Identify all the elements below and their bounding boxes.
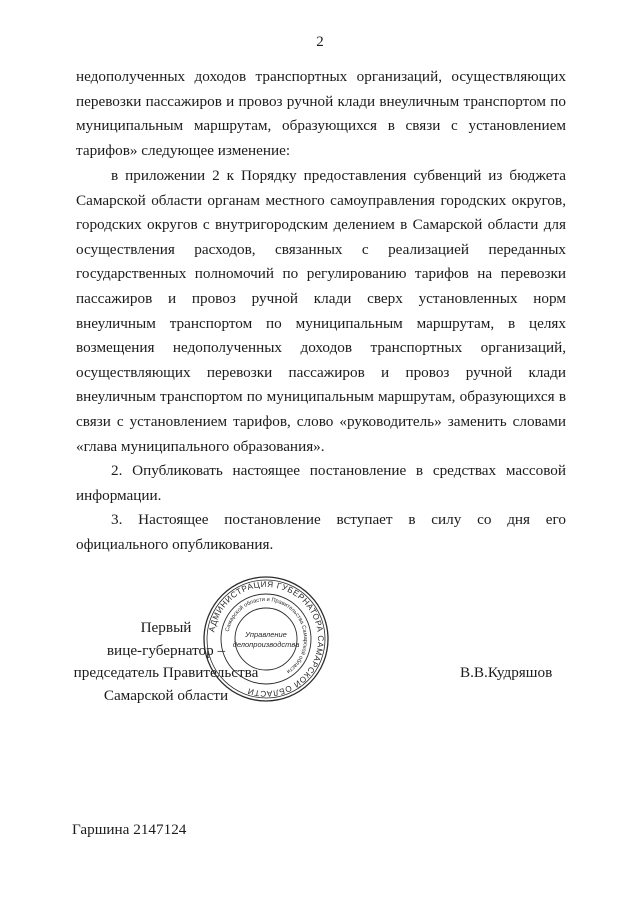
- intro-paragraph: недополученных доходов транспортных организаций, осуществляющих перевозки пассажиров и провоз ручной клади внеуличным транспортом по муниципальным маршрутам, образующихся в связи с установлением тарифов» следующее изменение:: [76, 68, 566, 159]
- item-3-paragraph: 3. Настоящее постановление вступает в силу со дня его официального опубликования.: [76, 511, 566, 553]
- amendment-paragraph: в приложении 2 к Порядку предоставления субвенций из бюджета Самарской области органам местного самоуправления городских округов, городских округов с внутригородским делением в Самарской области для осуществления расходов, связанных с реализацией переданных государственных полномочий по регулированию тарифов на перевозки пассажиров и провоз ручной клади сверх установленных норм внеуличным транспортом по муниципальным маршрутам, в целях возмещения недополученных доходов транспортных организаций, осуществляющих перевозки пассажиров и провоз ручной клади внеуличным транспортом по муниципальным маршрутам, образующихся в связи с установлением тарифов, слово «руководитель» заменить словами «глава муниципального образования».: [76, 167, 566, 455]
- stamp-center-line-2: делопроизводства: [232, 640, 300, 649]
- signatory-title-line-2: вице-губернатор –: [106, 641, 226, 659]
- signatory-title-line-4: Самарской области: [103, 686, 229, 704]
- amendment-paragraph-block: [76, 164, 566, 459]
- numbered-items-block: [76, 459, 566, 557]
- page-number: 2: [316, 34, 324, 50]
- intro-paragraph-block: [76, 65, 566, 163]
- official-stamp: [201, 574, 331, 704]
- signatory-title-line-1: Первый: [140, 619, 192, 636]
- signatory-title-line-3: председатель Правительства: [73, 664, 259, 681]
- signatory-name: В.В.Кудряшов: [460, 664, 553, 681]
- stamp-center-line-1: Управление: [245, 630, 287, 639]
- item-2-paragraph: 2. Опубликовать настоящее постановление в средствах массовой информации.: [76, 462, 566, 504]
- stamp-outer-text: АДМИНИСТРАЦИЯ ГУБЕРНАТОРА САМАРСКОЙ ОБЛАСТИ: [207, 579, 326, 699]
- stamp-inner-text: Самарской области и Правительства Самарской области: [224, 596, 309, 675]
- executor-contact: Гаршина 2147124: [72, 821, 187, 838]
